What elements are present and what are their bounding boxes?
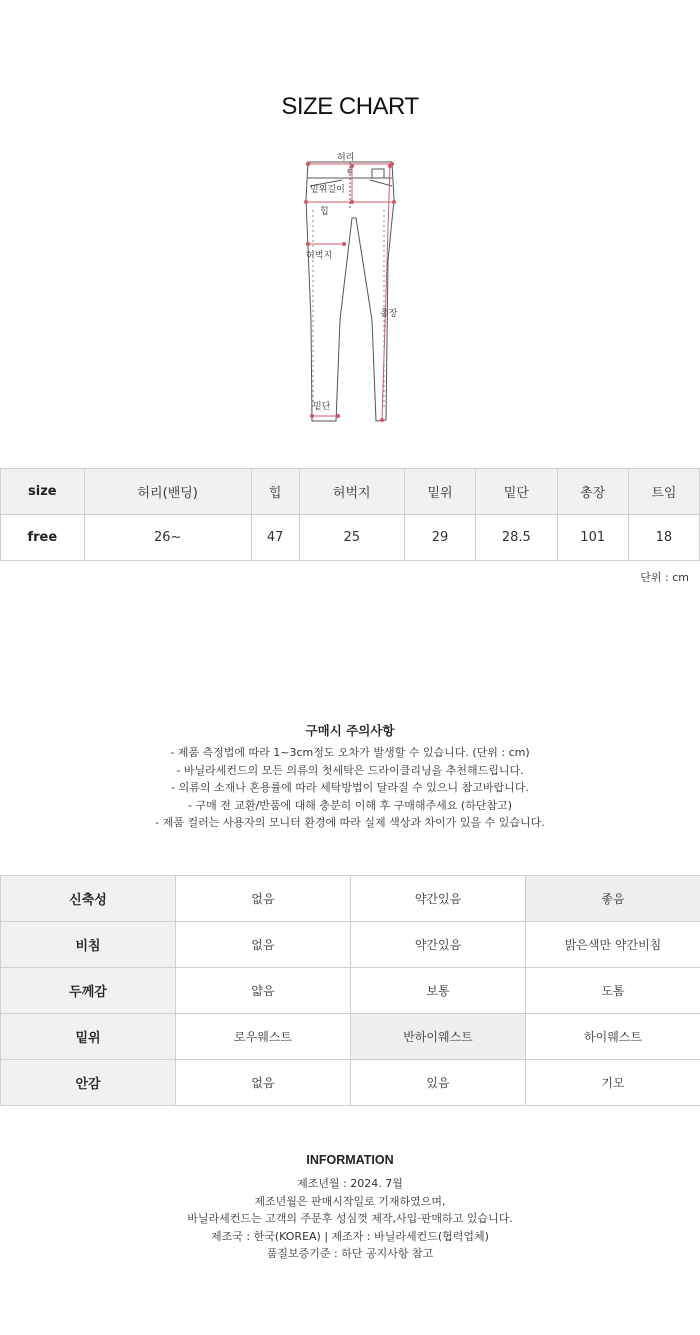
col-hip: 힙 <box>251 469 299 515</box>
col-rise: 밑위 <box>404 469 475 515</box>
hem-label: 밑단 <box>313 402 331 412</box>
list-item: - 의류의 소재나 혼용률에 따라 세탁방법이 달라질 수 있으니 참고바랍니다. <box>171 781 529 794</box>
attr-option: 있음 <box>351 1060 526 1106</box>
col-slit: 트임 <box>628 469 699 515</box>
table-cell: free <box>1 515 85 561</box>
col-length: 총장 <box>557 469 628 515</box>
unit-note: 단위 : cm <box>640 571 689 584</box>
attr-row-rise <box>1 1014 700 1060</box>
list-item: - 바닐라세컨드의 모든 의류의 첫세탁은 드라이클리닝을 추천해드립니다. <box>176 763 524 777</box>
attr-option: 얇음 <box>176 968 351 1014</box>
attr-option: 약간있음 <box>351 922 526 968</box>
list-item: - 구매 전 교환/반품에 대해 충분히 이해 후 구매해주세요 (하단참고) <box>187 798 512 812</box>
attr-option: 보통 <box>351 968 526 1014</box>
information-title: INFORMATION <box>306 1153 394 1167</box>
page-title: SIZE CHART <box>281 93 419 120</box>
rise-label: 밑위길이 <box>310 185 345 195</box>
attr-option-selected: 반하이웨스트 <box>351 1014 526 1060</box>
list-item: 품질보증기준 : 하단 공지사항 참고 <box>266 1247 434 1260</box>
table-cell: 101 <box>557 515 628 561</box>
attr-label: 두께감 <box>1 968 176 1014</box>
information-list <box>0 1175 700 1263</box>
attr-option: 없음 <box>176 922 351 968</box>
list-item: 제조년월은 판매시작일로 기재하였으며, <box>254 1194 446 1208</box>
attr-option: 없음 <box>176 1060 351 1106</box>
size-table <box>0 468 700 561</box>
attr-option: 약간있음 <box>351 876 526 922</box>
attr-option: 도톰 <box>526 968 700 1014</box>
col-size: size <box>1 469 85 515</box>
table-cell: 25 <box>299 515 404 561</box>
thigh-label: 허벅지 <box>306 251 333 261</box>
table-cell: 18 <box>628 515 699 561</box>
attr-label: 신축성 <box>1 876 176 922</box>
notice-list <box>0 744 700 832</box>
list-item: 제조국 : 한국(KOREA) | 제조자 : 바닐라세컨드(협력업체) <box>211 1229 489 1243</box>
hip-label: 힙 <box>320 207 329 217</box>
waist-label: 허리 <box>337 153 355 163</box>
notice-title: 구매시 주의사항 <box>305 723 395 738</box>
length-label: 총장 <box>380 309 398 319</box>
attr-option-selected: 좋음 <box>526 876 700 922</box>
attr-option: 기모 <box>526 1060 700 1106</box>
attr-option: 로우웨스트 <box>176 1014 351 1060</box>
col-hem: 밑단 <box>476 469 558 515</box>
attr-row-sheer <box>1 922 700 968</box>
attr-label: 밑위 <box>1 1014 176 1060</box>
pants-diagram <box>280 140 420 430</box>
table-cell: 47 <box>251 515 299 561</box>
list-item: 제조년월 : 2024. 7월 <box>297 1177 403 1190</box>
list-item: 바닐라세컨드는 고객의 주문후 성심껏 제작,사입·판매하고 있습니다. <box>187 1212 513 1225</box>
col-thigh: 허벅지 <box>299 469 404 515</box>
list-item: - 제품 측정법에 따라 1~3cm정도 오차가 발생할 수 있습니다. (단위 : cm) <box>170 746 530 759</box>
pants-outline <box>306 162 394 421</box>
size-table-header <box>1 469 700 515</box>
attr-label: 비침 <box>1 922 176 968</box>
pants-illustration <box>280 140 420 430</box>
attr-row-lining <box>1 1060 700 1106</box>
table-cell: 29 <box>404 515 475 561</box>
attr-row-thickness <box>1 968 700 1014</box>
attr-label: 안감 <box>1 1060 176 1106</box>
col-waist: 허리(밴딩) <box>84 469 251 515</box>
table-row <box>1 515 700 561</box>
attr-option: 없음 <box>176 876 351 922</box>
attribute-table <box>0 875 700 1106</box>
attr-option: 밝은색만 약간비침 <box>526 922 700 968</box>
table-cell: 28.5 <box>476 515 558 561</box>
list-item: - 제품 컬러는 사용자의 모니터 환경에 따라 실제 색상과 차이가 있을 수 있습니다. <box>155 816 545 829</box>
attr-option: 하이웨스트 <box>526 1014 700 1060</box>
attr-row-stretch <box>1 876 700 922</box>
table-cell: 26~ <box>84 515 251 561</box>
